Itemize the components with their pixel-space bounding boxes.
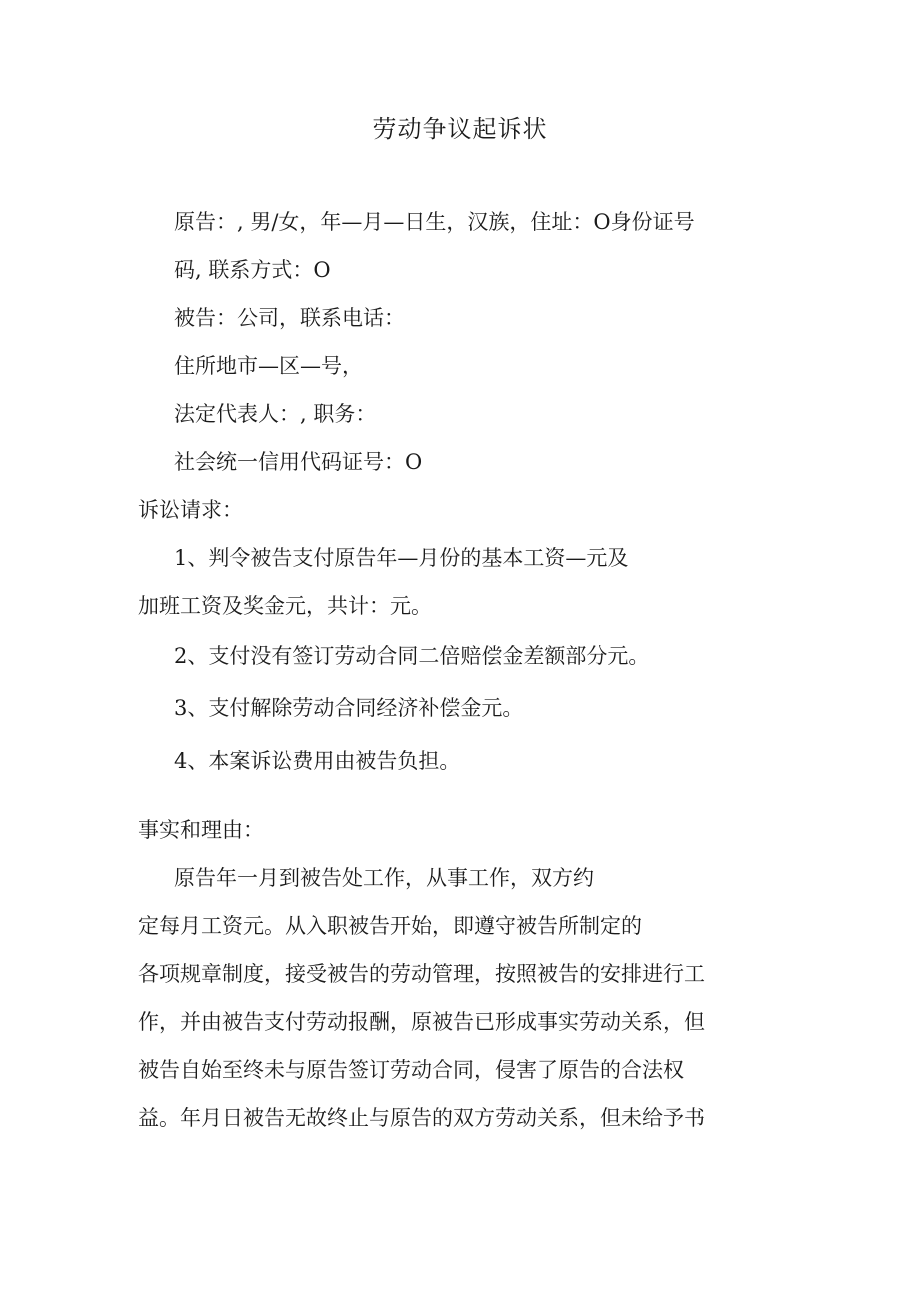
plaintiff-info-line-2: 码, 联系方式：O — [174, 258, 331, 282]
facts-paragraph-line: 原告年一月到被告处工作，从事工作，双方约 — [174, 866, 594, 890]
claim-item-1-continued: 加班工资及奖金元，共计：元。 — [138, 594, 432, 618]
credit-code-line: 社会统一信用代码证号：O — [174, 450, 423, 474]
facts-paragraph-line: 被告自始至终未与原告签订劳动合同，侵害了原告的合法权 — [138, 1058, 684, 1082]
claims-heading: 诉讼请求： — [138, 498, 243, 522]
defendant-address-line: 住所地市—区—号， — [174, 354, 363, 378]
claim-item-2: 2、支付没有签订劳动合同二倍赔偿金差额部分元。 — [174, 644, 650, 668]
legal-representative-line: 法定代表人：, 职务： — [174, 402, 377, 426]
facts-paragraph-line: 各项规章制度，接受被告的劳动管理，按照被告的安排进行工 — [138, 962, 705, 986]
facts-paragraph-line: 定每月工资元。从入职被告开始，即遵守被告所制定的 — [138, 914, 642, 938]
claim-item-3: 3、支付解除劳动合同经济补偿金元。 — [174, 696, 524, 720]
claim-item-4: 4、本案诉讼费用由被告负担。 — [174, 749, 461, 773]
document-title: 劳动争议起诉状 — [372, 115, 548, 143]
claim-item-1: 1、判令被告支付原告年—月份的基本工资—元及 — [174, 546, 629, 570]
facts-paragraph-line: 作，并由被告支付劳动报酬，原被告已形成事实劳动关系，但 — [138, 1010, 705, 1034]
facts-heading: 事实和理由： — [138, 818, 264, 842]
plaintiff-info-line-1: 原告：, 男/女，年—月—日生，汉族，住址：O身份证号 — [174, 210, 695, 234]
facts-paragraph-line: 益。年月日被告无故终止与原告的双方劳动关系，但未给予书 — [138, 1106, 705, 1130]
defendant-info-line: 被告：公司，联系电话： — [174, 306, 405, 330]
